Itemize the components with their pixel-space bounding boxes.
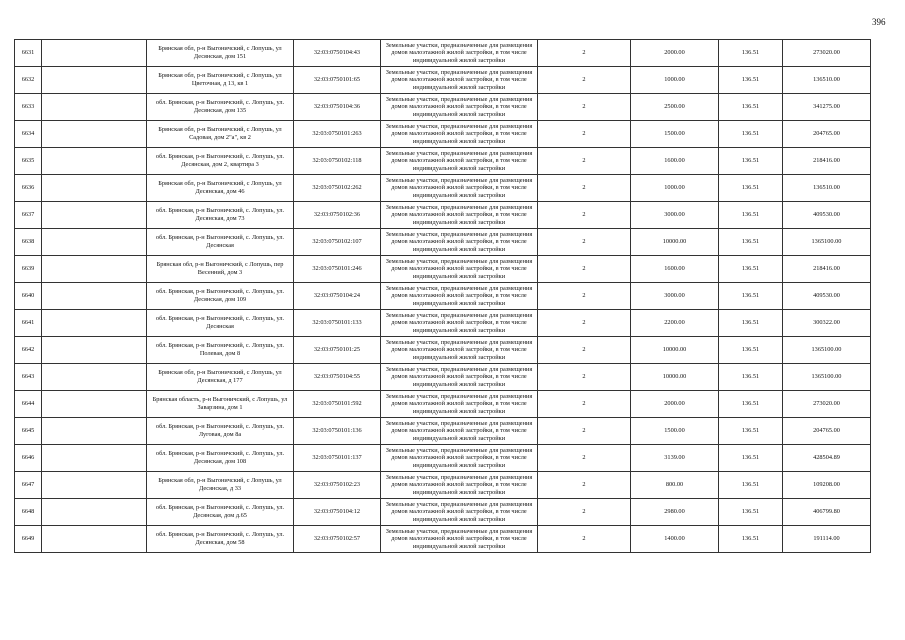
area-cell: 800.00 <box>631 472 719 499</box>
table-row <box>15 310 871 337</box>
area-cell: 10000.00 <box>631 364 719 391</box>
table-row <box>15 121 871 148</box>
address-cell: обл. Брянская, р-н Выгоничский, с. Лопушь, ул. Десянская, дом 58 <box>147 526 294 553</box>
cadastral-number-cell: 32:03:0750101:592 <box>294 391 381 418</box>
cadastral-number-cell: 32:03:0750101:65 <box>294 67 381 94</box>
record-number: 6647 <box>15 472 42 499</box>
land-use-cell: Земельные участки, предназначенные для размещения домов малоэтажной жилой застройки, в том числе индивидуальной жилой застройки <box>381 391 538 418</box>
rate-cell: 136.51 <box>719 121 783 148</box>
blank-cell <box>42 310 147 337</box>
record-number: 6633 <box>15 94 42 121</box>
table-row <box>15 499 871 526</box>
cadastral-value-cell: 204765.00 <box>783 121 871 148</box>
table-row <box>15 337 871 364</box>
cadastral-number-cell: 32:03:0750101:263 <box>294 121 381 148</box>
table-row <box>15 40 871 67</box>
cadastral-value-cell: 273020.00 <box>783 40 871 67</box>
cadastral-number-cell: 32:03:0750102:57 <box>294 526 381 553</box>
blank-cell <box>42 499 147 526</box>
group-cell: 2 <box>538 445 631 472</box>
record-number: 6641 <box>15 310 42 337</box>
blank-cell <box>42 445 147 472</box>
cadastral-value-cell: 1365100.00 <box>783 364 871 391</box>
record-number: 6646 <box>15 445 42 472</box>
group-cell: 2 <box>538 499 631 526</box>
rate-cell: 136.51 <box>719 391 783 418</box>
land-use-cell: Земельные участки, предназначенные для размещения домов малоэтажной жилой застройки, в том числе индивидуальной жилой застройки <box>381 94 538 121</box>
table-row <box>15 202 871 229</box>
rate-cell: 136.51 <box>719 175 783 202</box>
cadastral-number-cell: 32:03:0750101:136 <box>294 418 381 445</box>
record-number: 6648 <box>15 499 42 526</box>
cadastral-number-cell: 32:03:0750104:24 <box>294 283 381 310</box>
rate-cell: 136.51 <box>719 229 783 256</box>
group-cell: 2 <box>538 418 631 445</box>
rate-cell: 136.51 <box>719 472 783 499</box>
cadastral-value-cell: 273020.00 <box>783 391 871 418</box>
cadastral-value-cell: 218416.00 <box>783 256 871 283</box>
group-cell: 2 <box>538 94 631 121</box>
area-cell: 10000.00 <box>631 229 719 256</box>
group-cell: 2 <box>538 283 631 310</box>
cadastral-number-cell: 32:03:0750102:262 <box>294 175 381 202</box>
blank-cell <box>42 121 147 148</box>
record-number: 6645 <box>15 418 42 445</box>
address-cell: Брянская обл, р-н Выгоничский, с Лопушь, ул Садовая, дом 2"а", кв 2 <box>147 121 294 148</box>
table-row <box>15 391 871 418</box>
blank-cell <box>42 256 147 283</box>
land-use-cell: Земельные участки, предназначенные для размещения домов малоэтажной жилой застройки, в том числе индивидуальной жилой застройки <box>381 229 538 256</box>
land-registry-table <box>14 39 871 553</box>
cadastral-number-cell: 32:03:0750101:133 <box>294 310 381 337</box>
rate-cell: 136.51 <box>719 283 783 310</box>
rate-cell: 136.51 <box>719 40 783 67</box>
blank-cell <box>42 94 147 121</box>
page-number: 396 <box>872 17 886 27</box>
record-number: 6636 <box>15 175 42 202</box>
record-number: 6638 <box>15 229 42 256</box>
land-use-cell: Земельные участки, предназначенные для размещения домов малоэтажной жилой застройки, в том числе индивидуальной жилой застройки <box>381 148 538 175</box>
rate-cell: 136.51 <box>719 148 783 175</box>
blank-cell <box>42 418 147 445</box>
cadastral-number-cell: 32:03:0750101:137 <box>294 445 381 472</box>
blank-cell <box>42 202 147 229</box>
cadastral-number-cell: 32:03:0750102:107 <box>294 229 381 256</box>
rate-cell: 136.51 <box>719 418 783 445</box>
table-row <box>15 445 871 472</box>
area-cell: 10000.00 <box>631 337 719 364</box>
land-use-cell: Земельные участки, предназначенные для размещения домов малоэтажной жилой застройки, в том числе индивидуальной жилой застройки <box>381 310 538 337</box>
cadastral-value-cell: 428504.89 <box>783 445 871 472</box>
land-use-cell: Земельные участки, предназначенные для размещения домов малоэтажной жилой застройки, в том числе индивидуальной жилой застройки <box>381 418 538 445</box>
land-use-cell: Земельные участки, предназначенные для размещения домов малоэтажной жилой застройки, в том числе индивидуальной жилой застройки <box>381 337 538 364</box>
cadastral-value-cell: 204765.00 <box>783 418 871 445</box>
land-use-cell: Земельные участки, предназначенные для размещения домов малоэтажной жилой застройки, в том числе индивидуальной жилой застройки <box>381 121 538 148</box>
area-cell: 1500.00 <box>631 418 719 445</box>
table-row <box>15 175 871 202</box>
address-cell: Брянская обл, р-н Выгоничский, с Лопушь, пер Весенний, дом 3 <box>147 256 294 283</box>
address-cell: Брянская обл, р-н Выгоничский, с Лопушь, ул Десянская, дом 151 <box>147 40 294 67</box>
group-cell: 2 <box>538 391 631 418</box>
rate-cell: 136.51 <box>719 256 783 283</box>
group-cell: 2 <box>538 202 631 229</box>
table-row <box>15 283 871 310</box>
address-cell: Брянская обл, р-н Выгоничский, с Лопушь, ул Десянская, д 177 <box>147 364 294 391</box>
table-row <box>15 94 871 121</box>
land-use-cell: Земельные участки, предназначенные для размещения домов малоэтажной жилой застройки, в том числе индивидуальной жилой застройки <box>381 526 538 553</box>
group-cell: 2 <box>538 229 631 256</box>
land-use-cell: Земельные участки, предназначенные для размещения домов малоэтажной жилой застройки, в том числе индивидуальной жилой застройки <box>381 445 538 472</box>
address-cell: обл. Брянская, р-н Выгоничский, с. Лопушь, ул. Луговая, дом 8а <box>147 418 294 445</box>
group-cell: 2 <box>538 310 631 337</box>
cadastral-number-cell: 32:03:0750104:55 <box>294 364 381 391</box>
area-cell: 3139.00 <box>631 445 719 472</box>
cadastral-value-cell: 109208.00 <box>783 472 871 499</box>
rate-cell: 136.51 <box>719 445 783 472</box>
table-row <box>15 418 871 445</box>
area-cell: 2500.00 <box>631 94 719 121</box>
blank-cell <box>42 526 147 553</box>
land-use-cell: Земельные участки, предназначенные для размещения домов малоэтажной жилой застройки, в том числе индивидуальной жилой застройки <box>381 256 538 283</box>
cadastral-value-cell: 191114.00 <box>783 526 871 553</box>
land-use-cell: Земельные участки, предназначенные для размещения домов малоэтажной жилой застройки, в том числе индивидуальной жилой застройки <box>381 283 538 310</box>
registry-body <box>15 40 871 553</box>
address-cell: обл. Брянская, р-н Выгоничский, с. Лопушь, ул. Десянская, дом д.65 <box>147 499 294 526</box>
area-cell: 1400.00 <box>631 526 719 553</box>
cadastral-value-cell: 218416.00 <box>783 148 871 175</box>
group-cell: 2 <box>538 526 631 553</box>
record-number: 6644 <box>15 391 42 418</box>
record-number: 6635 <box>15 148 42 175</box>
land-use-cell: Земельные участки, предназначенные для размещения домов малоэтажной жилой застройки, в том числе индивидуальной жилой застройки <box>381 40 538 67</box>
cadastral-number-cell: 32:03:0750102:36 <box>294 202 381 229</box>
address-cell: Брянская область, р-н Выгоничский, с Лопушь, ул Заварзина, дом 1 <box>147 391 294 418</box>
record-number: 6639 <box>15 256 42 283</box>
cadastral-value-cell: 136510.00 <box>783 67 871 94</box>
address-cell: Брянская обл, р-н Выгоничский, с Лопушь, ул Цветочная, д 13, кв 1 <box>147 67 294 94</box>
cadastral-number-cell: 32:03:0750101:25 <box>294 337 381 364</box>
rate-cell: 136.51 <box>719 202 783 229</box>
record-number: 6640 <box>15 283 42 310</box>
address-cell: обл. Брянская, р-н Выгоничский, с. Лопушь, ул. Десянская, дом 2, квартира 3 <box>147 148 294 175</box>
group-cell: 2 <box>538 256 631 283</box>
cadastral-number-cell: 32:03:0750104:12 <box>294 499 381 526</box>
area-cell: 1500.00 <box>631 121 719 148</box>
rate-cell: 136.51 <box>719 364 783 391</box>
group-cell: 2 <box>538 175 631 202</box>
blank-cell <box>42 148 147 175</box>
group-cell: 2 <box>538 337 631 364</box>
cadastral-number-cell: 32:03:0750102:23 <box>294 472 381 499</box>
record-number: 6649 <box>15 526 42 553</box>
land-use-cell: Земельные участки, предназначенные для размещения домов малоэтажной жилой застройки, в том числе индивидуальной жилой застройки <box>381 499 538 526</box>
area-cell: 2200.00 <box>631 310 719 337</box>
table-row <box>15 67 871 94</box>
rate-cell: 136.51 <box>719 94 783 121</box>
group-cell: 2 <box>538 364 631 391</box>
blank-cell <box>42 40 147 67</box>
table-row <box>15 526 871 553</box>
rate-cell: 136.51 <box>719 499 783 526</box>
table-row <box>15 256 871 283</box>
blank-cell <box>42 67 147 94</box>
address-cell: обл. Брянская, р-н Выгоничский, с. Лопушь, ул. Десянская <box>147 310 294 337</box>
cadastral-number-cell: 32:03:0750101:246 <box>294 256 381 283</box>
area-cell: 1000.00 <box>631 67 719 94</box>
rate-cell: 136.51 <box>719 67 783 94</box>
blank-cell <box>42 283 147 310</box>
land-use-cell: Земельные участки, предназначенные для размещения домов малоэтажной жилой застройки, в том числе индивидуальной жилой застройки <box>381 202 538 229</box>
table-row <box>15 472 871 499</box>
land-use-cell: Земельные участки, предназначенные для размещения домов малоэтажной жилой застройки, в том числе индивидуальной жилой застройки <box>381 67 538 94</box>
land-use-cell: Земельные участки, предназначенные для размещения домов малоэтажной жилой застройки, в том числе индивидуальной жилой застройки <box>381 472 538 499</box>
blank-cell <box>42 229 147 256</box>
address-cell: обл. Брянская, р-н Выгоничский, с. Лопушь, ул. Десянская, дом 135 <box>147 94 294 121</box>
land-use-cell: Земельные участки, предназначенные для размещения домов малоэтажной жилой застройки, в том числе индивидуальной жилой застройки <box>381 364 538 391</box>
address-cell: обл. Брянская, р-н Выгоничский, с. Лопушь, ул. Десянская, дом 108 <box>147 445 294 472</box>
group-cell: 2 <box>538 121 631 148</box>
address-cell: Брянская обл, р-н Выгоничский, с Лопушь, ул Десянская, дом 46 <box>147 175 294 202</box>
area-cell: 3000.00 <box>631 283 719 310</box>
blank-cell <box>42 337 147 364</box>
area-cell: 2000.00 <box>631 391 719 418</box>
table-row <box>15 148 871 175</box>
table-row <box>15 229 871 256</box>
record-number: 6631 <box>15 40 42 67</box>
table-row <box>15 364 871 391</box>
rate-cell: 136.51 <box>719 526 783 553</box>
blank-cell <box>42 364 147 391</box>
area-cell: 1600.00 <box>631 148 719 175</box>
cadastral-number-cell: 32:03:0750104:36 <box>294 94 381 121</box>
record-number: 6643 <box>15 364 42 391</box>
address-cell: обл. Брянская, р-н Выгоничский, с. Лопушь, ул. Десянская <box>147 229 294 256</box>
group-cell: 2 <box>538 148 631 175</box>
record-number: 6637 <box>15 202 42 229</box>
cadastral-value-cell: 300322.00 <box>783 310 871 337</box>
area-cell: 2980.00 <box>631 499 719 526</box>
area-cell: 2000.00 <box>631 40 719 67</box>
cadastral-value-cell: 406799.80 <box>783 499 871 526</box>
rate-cell: 136.51 <box>719 310 783 337</box>
cadastral-value-cell: 409530.00 <box>783 283 871 310</box>
cadastral-value-cell: 409530.00 <box>783 202 871 229</box>
area-cell: 1000.00 <box>631 175 719 202</box>
record-number: 6642 <box>15 337 42 364</box>
address-cell: обл. Брянская, р-н Выгоничский, с. Лопушь, ул. Десянская, дом 73 <box>147 202 294 229</box>
group-cell: 2 <box>538 67 631 94</box>
blank-cell <box>42 175 147 202</box>
area-cell: 1600.00 <box>631 256 719 283</box>
cadastral-value-cell: 136510.00 <box>783 175 871 202</box>
land-use-cell: Земельные участки, предназначенные для размещения домов малоэтажной жилой застройки, в том числе индивидуальной жилой застройки <box>381 175 538 202</box>
record-number: 6634 <box>15 121 42 148</box>
address-cell: обл. Брянская, р-н Выгоничский, с. Лопушь, ул. Полевая, дом 8 <box>147 337 294 364</box>
rate-cell: 136.51 <box>719 337 783 364</box>
cadastral-value-cell: 1365100.00 <box>783 337 871 364</box>
cadastral-value-cell: 1365100.00 <box>783 229 871 256</box>
group-cell: 2 <box>538 40 631 67</box>
blank-cell <box>42 391 147 418</box>
record-number: 6632 <box>15 67 42 94</box>
cadastral-number-cell: 32:03:0750102:118 <box>294 148 381 175</box>
area-cell: 3000.00 <box>631 202 719 229</box>
blank-cell <box>42 472 147 499</box>
group-cell: 2 <box>538 472 631 499</box>
address-cell: Брянская обл, р-н Выгоничский, с Лопушь, ул Десянская, д 33 <box>147 472 294 499</box>
address-cell: обл. Брянская, р-н Выгоничский, с. Лопушь, ул. Десянская, дом 109 <box>147 283 294 310</box>
cadastral-value-cell: 341275.00 <box>783 94 871 121</box>
cadastral-number-cell: 32:03:0750104:43 <box>294 40 381 67</box>
